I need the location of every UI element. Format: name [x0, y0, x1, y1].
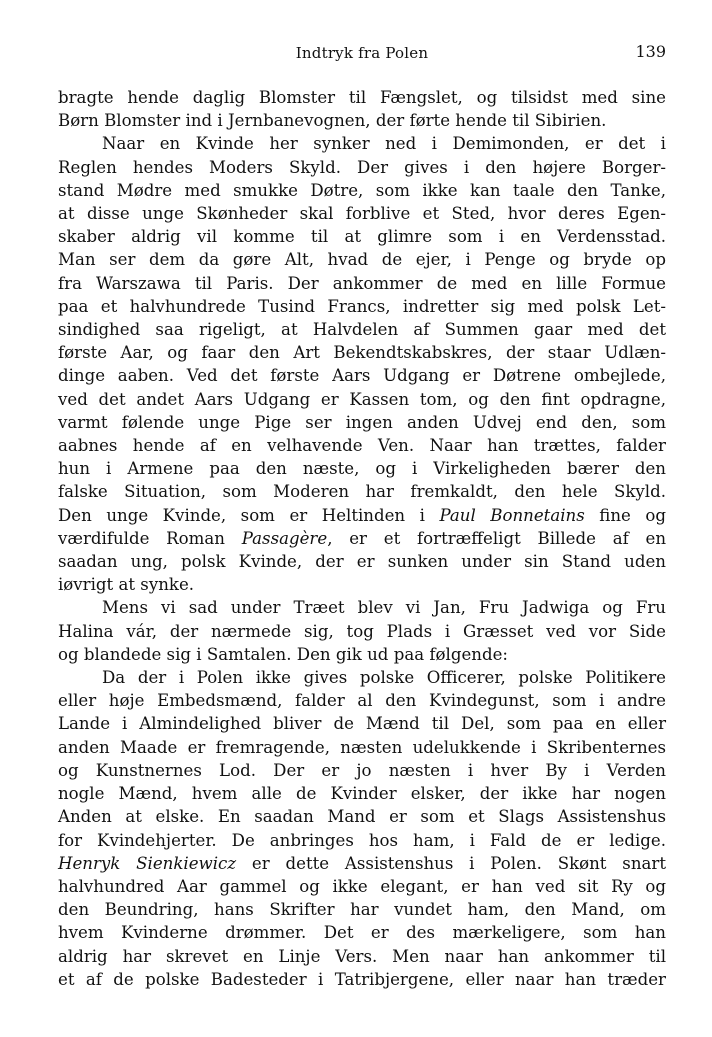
text-line [58, 712, 666, 735]
text-line [58, 527, 666, 550]
text-line [58, 109, 666, 132]
text-segment: Anden at elske. En saadan Mand er som et Slags Assistenshus [58, 807, 666, 827]
text-line [58, 295, 666, 318]
text-segment: iøvrigt at synke. [58, 575, 195, 595]
page-number: 139 [635, 42, 666, 61]
text-segment: Reglen hendes Moders Skyld. Der gives i den højere Borger- [58, 157, 666, 177]
text-segment: stand Mødre med smukke Døtre, som ikke kan taale den Tanke, [58, 180, 666, 200]
text-line [58, 225, 666, 248]
text-line [58, 573, 666, 596]
paragraph [58, 666, 666, 991]
text-line [58, 318, 666, 341]
italic-name: Henryk Sienkiewicz [58, 853, 237, 873]
text-line [58, 782, 666, 805]
text-segment: , er et fortræffeligt Billede af en [327, 528, 666, 548]
text-line [58, 86, 666, 109]
text-segment: fine og [584, 505, 666, 525]
text-line [58, 666, 666, 689]
text-segment: for Kvindehjerter. De anbringes hos ham, i Fald de er ledige. [58, 830, 666, 850]
page-header [58, 38, 666, 68]
text-segment: er dette Assistenshus i Polen. Skønt snart [236, 853, 666, 873]
text-segment: og blandede sig i Samtalen. Den gik ud paa følgende: [58, 644, 508, 664]
text-segment: hvem Kvinderne drømmer. Det er des mærkeligere, som han [58, 923, 666, 943]
text-segment: nogle Mænd, hvem alle de Kvinder elsker, der ikke har nogen [58, 784, 666, 804]
text-segment: og Kunstnernes Lod. Der er jo næsten i hver By i Verden [58, 760, 666, 780]
text-segment: sindighed saa rigeligt, at Halvdelen af Summen gaar med det [58, 320, 666, 340]
text-line [58, 202, 666, 225]
text-segment: anden Maade er fremragende, næsten udelukkende i Skribenternes [58, 737, 666, 757]
paragraph [58, 86, 666, 132]
italic-name: Paul Bonnetains [439, 505, 585, 525]
text-line [58, 132, 666, 155]
text-line [58, 156, 666, 179]
text-line [58, 852, 666, 875]
text-segment: halvhundred Aar gammel og ikke elegant, er han ved sit Ry og [58, 876, 666, 896]
text-segment: Den unge Kvinde, som er Heltinden i [58, 505, 440, 525]
text-segment: eller høje Embedsmænd, falder al den Kvindegunst, som i andre [58, 691, 666, 711]
text-line [58, 248, 666, 271]
text-line [58, 434, 666, 457]
text-line [58, 968, 666, 991]
text-segment: Mens vi sad under Træet blev vi Jan, Fru Jadwiga og Fru [102, 598, 666, 618]
text-line [58, 898, 666, 921]
text-line [58, 736, 666, 759]
paragraph [58, 132, 666, 596]
text-line [58, 643, 666, 666]
text-line [58, 480, 666, 503]
text-line [58, 921, 666, 944]
text-line [58, 829, 666, 852]
text-segment: varmt følende unge Pige ser ingen anden Udvej end den, som [58, 412, 666, 432]
italic-name: Passagère [241, 528, 328, 548]
text-segment: Børn Blomster ind i Jernbanevognen, der førte hende til Sibirien. [58, 111, 607, 131]
text-segment: aldrig har skrevet en Linje Vers. Men naar han ankommer til [58, 946, 666, 966]
text-line [58, 388, 666, 411]
text-line [58, 596, 666, 619]
text-segment: skaber aldrig vil komme til at glimre som i en Verdensstad. [58, 227, 666, 247]
text-line [58, 364, 666, 387]
text-line [58, 411, 666, 434]
text-segment: værdifulde Roman [58, 528, 242, 548]
text-line [58, 550, 666, 573]
text-segment: fra Warszawa til Paris. Der ankommer de med en lille Formue [58, 273, 666, 293]
text-segment: ved det andet Aars Udgang er Kassen tom, og den fint opdragne, [58, 389, 666, 409]
text-line [58, 759, 666, 782]
book-page [58, 38, 666, 991]
text-segment: at disse unge Skønheder skal forblive et Sted, hvor deres Egen- [58, 204, 666, 224]
text-segment: Lande i Almindelighed bliver de Mænd til Del, som paa en eller [58, 714, 666, 734]
paragraph [58, 596, 666, 666]
text-segment: Naar en Kvinde her synker ned i Demimonden, er det i [102, 134, 666, 154]
text-line [58, 945, 666, 968]
text-segment: paa et halvhundrede Tusind Francs, indretter sig med polsk Let- [58, 296, 666, 316]
text-segment: dinge aaben. Ved det første Aars Udgang er Døtrene ombejlede, [58, 366, 666, 386]
text-line [58, 179, 666, 202]
text-line [58, 504, 666, 527]
text-segment: Da der i Polen ikke gives polske Officerer, polske Politikere [102, 668, 666, 688]
text-line [58, 689, 666, 712]
running-title: Indtryk fra Polen [295, 44, 429, 62]
text-segment: Halina vár, der nærmede sig, tog Plads i Græsset ved vor Side [58, 621, 666, 641]
text-line [58, 805, 666, 828]
text-segment: Man ser dem da gøre Alt, hvad de ejer, i Penge og bryde op [58, 250, 666, 270]
text-segment: aabnes hende af en velhavende Ven. Naar han trættes, falder [58, 436, 666, 456]
text-segment: et af de polske Badesteder i Tatribjergene, eller naar han træder [58, 969, 666, 989]
text-line [58, 341, 666, 364]
text-line [58, 875, 666, 898]
text-segment: første Aar, og faar den Art Bekendtskabskres, der staar Udlæn- [58, 343, 666, 363]
text-segment: saadan ung, polsk Kvinde, der er sunken under sin Stand uden [58, 552, 666, 572]
text-segment: falske Situation, som Moderen har fremkaldt, den hele Skyld. [58, 482, 666, 502]
text-segment: den Beundring, hans Skrifter har vundet ham, den Mand, om [58, 900, 666, 920]
text-line [58, 620, 666, 643]
body-text [58, 86, 666, 991]
text-segment: bragte hende daglig Blomster til Fængslet, og tilsidst med sine [58, 88, 666, 107]
text-line [58, 457, 666, 480]
text-segment: hun i Armene paa den næste, og i Virkeligheden bærer den [58, 459, 666, 479]
text-line [58, 272, 666, 295]
